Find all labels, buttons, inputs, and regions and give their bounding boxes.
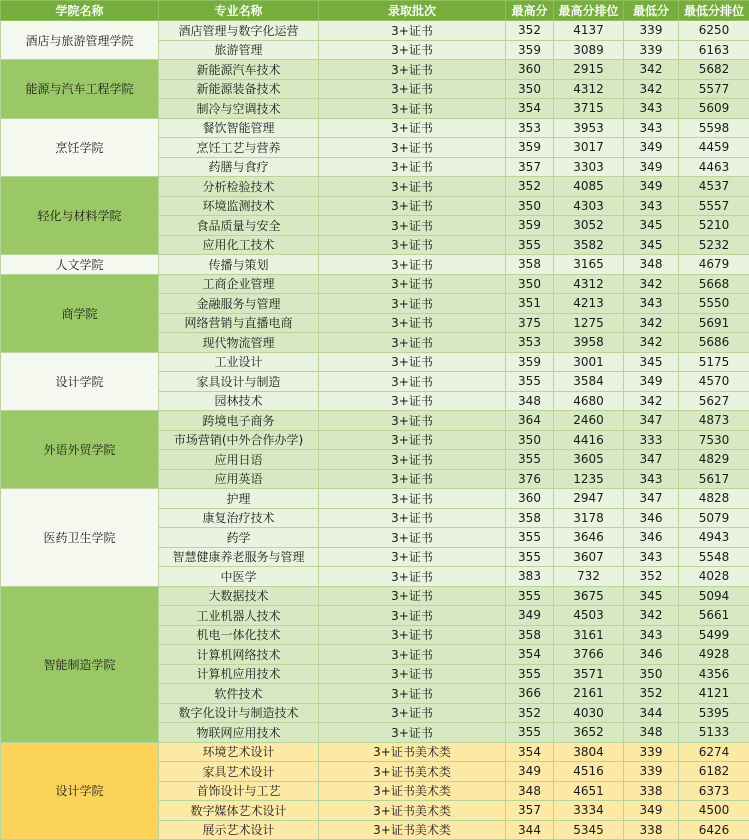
major-cell: 家具设计与制造 bbox=[159, 372, 319, 392]
min-rank-cell: 5094 bbox=[679, 586, 749, 606]
max-score-cell: 350 bbox=[506, 79, 554, 99]
min-score-cell: 347 bbox=[624, 450, 679, 470]
table-row bbox=[1, 352, 749, 372]
college-cell: 医药卫生学院 bbox=[1, 489, 159, 587]
batch-cell: 3+证书 bbox=[319, 606, 506, 626]
max-score-cell: 350 bbox=[506, 430, 554, 450]
batch-cell: 3+证书 bbox=[319, 294, 506, 314]
header-row bbox=[1, 1, 749, 21]
min-rank-cell: 4028 bbox=[679, 567, 749, 587]
min-score-cell: 349 bbox=[624, 372, 679, 392]
max-score-cell: 349 bbox=[506, 762, 554, 782]
table-row bbox=[1, 586, 749, 606]
min-score-cell: 342 bbox=[624, 274, 679, 294]
min-score-cell: 342 bbox=[624, 79, 679, 99]
max-rank-cell: 3001 bbox=[554, 352, 624, 372]
max-score-cell: 359 bbox=[506, 352, 554, 372]
min-rank-cell: 6426 bbox=[679, 820, 749, 840]
batch-cell: 3+证书 bbox=[319, 255, 506, 275]
max-score-cell: 354 bbox=[506, 645, 554, 665]
major-cell: 首饰设计与工艺 bbox=[159, 781, 319, 801]
major-cell: 新能源装备技术 bbox=[159, 79, 319, 99]
max-rank-cell: 4680 bbox=[554, 391, 624, 411]
max-rank-cell: 4030 bbox=[554, 703, 624, 723]
max-rank-cell: 3605 bbox=[554, 450, 624, 470]
min-score-cell: 339 bbox=[624, 21, 679, 41]
max-score-cell: 348 bbox=[506, 781, 554, 801]
min-rank-cell: 7530 bbox=[679, 430, 749, 450]
max-rank-cell: 3766 bbox=[554, 645, 624, 665]
min-rank-cell: 5661 bbox=[679, 606, 749, 626]
major-cell: 护理 bbox=[159, 489, 319, 509]
major-cell: 数字媒体艺术设计 bbox=[159, 801, 319, 821]
max-score-cell: 383 bbox=[506, 567, 554, 587]
min-rank-cell: 5609 bbox=[679, 99, 749, 119]
major-cell: 展示艺术设计 bbox=[159, 820, 319, 840]
major-cell: 计算机网络技术 bbox=[159, 645, 319, 665]
max-rank-cell: 2947 bbox=[554, 489, 624, 509]
major-cell: 网络营销与直播电商 bbox=[159, 313, 319, 333]
min-rank-cell: 4829 bbox=[679, 450, 749, 470]
max-score-cell: 375 bbox=[506, 313, 554, 333]
min-score-cell: 343 bbox=[624, 118, 679, 138]
table-row bbox=[1, 489, 749, 509]
min-rank-cell: 5686 bbox=[679, 333, 749, 353]
table-row bbox=[1, 177, 749, 197]
min-score-cell: 342 bbox=[624, 60, 679, 80]
min-rank-cell: 6250 bbox=[679, 21, 749, 41]
major-cell: 园林技术 bbox=[159, 391, 319, 411]
header-min-score: 最低分 bbox=[624, 1, 679, 21]
major-cell: 工业设计 bbox=[159, 352, 319, 372]
max-score-cell: 353 bbox=[506, 333, 554, 353]
max-rank-cell: 4416 bbox=[554, 430, 624, 450]
min-rank-cell: 6373 bbox=[679, 781, 749, 801]
min-rank-cell: 5395 bbox=[679, 703, 749, 723]
max-score-cell: 355 bbox=[506, 586, 554, 606]
max-score-cell: 359 bbox=[506, 216, 554, 236]
min-score-cell: 343 bbox=[624, 469, 679, 489]
min-rank-cell: 4873 bbox=[679, 411, 749, 431]
header-max-rank: 最高分排位 bbox=[554, 1, 624, 21]
min-rank-cell: 6163 bbox=[679, 40, 749, 60]
major-cell: 传播与策划 bbox=[159, 255, 319, 275]
batch-cell: 3+证书 bbox=[319, 352, 506, 372]
min-rank-cell: 4121 bbox=[679, 684, 749, 704]
max-score-cell: 358 bbox=[506, 508, 554, 528]
max-rank-cell: 2161 bbox=[554, 684, 624, 704]
college-cell: 烹饪学院 bbox=[1, 118, 159, 177]
max-score-cell: 355 bbox=[506, 450, 554, 470]
major-cell: 数字化设计与制造技术 bbox=[159, 703, 319, 723]
min-score-cell: 339 bbox=[624, 40, 679, 60]
min-score-cell: 338 bbox=[624, 781, 679, 801]
max-rank-cell: 3582 bbox=[554, 235, 624, 255]
min-score-cell: 343 bbox=[624, 294, 679, 314]
max-rank-cell: 1235 bbox=[554, 469, 624, 489]
table-row bbox=[1, 411, 749, 431]
max-score-cell: 355 bbox=[506, 723, 554, 743]
max-score-cell: 355 bbox=[506, 547, 554, 567]
major-cell: 烹饪工艺与营养 bbox=[159, 138, 319, 158]
max-rank-cell: 4312 bbox=[554, 274, 624, 294]
max-score-cell: 350 bbox=[506, 274, 554, 294]
max-score-cell: 355 bbox=[506, 664, 554, 684]
max-score-cell: 357 bbox=[506, 157, 554, 177]
min-rank-cell: 5133 bbox=[679, 723, 749, 743]
max-score-cell: 366 bbox=[506, 684, 554, 704]
batch-cell: 3+证书 bbox=[319, 508, 506, 528]
max-score-cell: 348 bbox=[506, 391, 554, 411]
major-cell: 应用英语 bbox=[159, 469, 319, 489]
min-rank-cell: 4459 bbox=[679, 138, 749, 158]
min-score-cell: 345 bbox=[624, 586, 679, 606]
batch-cell: 3+证书 bbox=[319, 157, 506, 177]
min-score-cell: 345 bbox=[624, 216, 679, 236]
max-rank-cell: 3953 bbox=[554, 118, 624, 138]
max-score-cell: 350 bbox=[506, 196, 554, 216]
table-row bbox=[1, 255, 749, 275]
batch-cell: 3+证书 bbox=[319, 372, 506, 392]
min-rank-cell: 5550 bbox=[679, 294, 749, 314]
college-cell: 人文学院 bbox=[1, 255, 159, 275]
batch-cell: 3+证书 bbox=[319, 723, 506, 743]
college-cell: 设计学院 bbox=[1, 742, 159, 840]
min-score-cell: 346 bbox=[624, 645, 679, 665]
major-cell: 应用日语 bbox=[159, 450, 319, 470]
min-rank-cell: 5691 bbox=[679, 313, 749, 333]
max-rank-cell: 2460 bbox=[554, 411, 624, 431]
major-cell: 跨境电子商务 bbox=[159, 411, 319, 431]
batch-cell: 3+证书 bbox=[319, 177, 506, 197]
min-rank-cell: 5175 bbox=[679, 352, 749, 372]
max-rank-cell: 3646 bbox=[554, 528, 624, 548]
max-rank-cell: 732 bbox=[554, 567, 624, 587]
max-rank-cell: 3607 bbox=[554, 547, 624, 567]
min-score-cell: 342 bbox=[624, 391, 679, 411]
min-score-cell: 342 bbox=[624, 333, 679, 353]
max-rank-cell: 5345 bbox=[554, 820, 624, 840]
min-score-cell: 339 bbox=[624, 742, 679, 762]
min-score-cell: 343 bbox=[624, 625, 679, 645]
batch-cell: 3+证书 bbox=[319, 450, 506, 470]
max-rank-cell: 4503 bbox=[554, 606, 624, 626]
batch-cell: 3+证书 bbox=[319, 333, 506, 353]
max-rank-cell: 3303 bbox=[554, 157, 624, 177]
min-score-cell: 333 bbox=[624, 430, 679, 450]
max-score-cell: 344 bbox=[506, 820, 554, 840]
min-score-cell: 349 bbox=[624, 138, 679, 158]
max-rank-cell: 4303 bbox=[554, 196, 624, 216]
min-rank-cell: 5499 bbox=[679, 625, 749, 645]
min-score-cell: 352 bbox=[624, 684, 679, 704]
min-rank-cell: 4828 bbox=[679, 489, 749, 509]
max-score-cell: 358 bbox=[506, 625, 554, 645]
min-rank-cell: 4463 bbox=[679, 157, 749, 177]
min-score-cell: 352 bbox=[624, 567, 679, 587]
batch-cell: 3+证书 bbox=[319, 21, 506, 41]
max-rank-cell: 3334 bbox=[554, 801, 624, 821]
batch-cell: 3+证书 bbox=[319, 528, 506, 548]
major-cell: 环境监测技术 bbox=[159, 196, 319, 216]
min-score-cell: 346 bbox=[624, 508, 679, 528]
min-score-cell: 338 bbox=[624, 820, 679, 840]
major-cell: 餐饮智能管理 bbox=[159, 118, 319, 138]
min-score-cell: 343 bbox=[624, 99, 679, 119]
college-cell: 设计学院 bbox=[1, 352, 159, 411]
major-cell: 康复治疗技术 bbox=[159, 508, 319, 528]
batch-cell: 3+证书 bbox=[319, 489, 506, 509]
min-rank-cell: 5079 bbox=[679, 508, 749, 528]
table-row bbox=[1, 742, 749, 762]
batch-cell: 3+证书 bbox=[319, 625, 506, 645]
min-rank-cell: 5668 bbox=[679, 274, 749, 294]
min-rank-cell: 5557 bbox=[679, 196, 749, 216]
min-rank-cell: 5210 bbox=[679, 216, 749, 236]
min-score-cell: 342 bbox=[624, 606, 679, 626]
header-college: 学院名称 bbox=[1, 1, 159, 21]
min-score-cell: 343 bbox=[624, 547, 679, 567]
major-cell: 环境艺术设计 bbox=[159, 742, 319, 762]
min-rank-cell: 4679 bbox=[679, 255, 749, 275]
max-score-cell: 354 bbox=[506, 99, 554, 119]
min-rank-cell: 5682 bbox=[679, 60, 749, 80]
min-score-cell: 346 bbox=[624, 528, 679, 548]
max-score-cell: 358 bbox=[506, 255, 554, 275]
min-rank-cell: 4356 bbox=[679, 664, 749, 684]
max-rank-cell: 3161 bbox=[554, 625, 624, 645]
batch-cell: 3+证书 bbox=[319, 138, 506, 158]
table-row bbox=[1, 60, 749, 80]
batch-cell: 3+证书 bbox=[319, 235, 506, 255]
min-rank-cell: 4500 bbox=[679, 801, 749, 821]
min-score-cell: 350 bbox=[624, 664, 679, 684]
max-score-cell: 352 bbox=[506, 21, 554, 41]
max-rank-cell: 3017 bbox=[554, 138, 624, 158]
batch-cell: 3+证书 bbox=[319, 411, 506, 431]
batch-cell: 3+证书 bbox=[319, 684, 506, 704]
min-rank-cell: 5617 bbox=[679, 469, 749, 489]
table-body bbox=[1, 21, 749, 840]
min-rank-cell: 4928 bbox=[679, 645, 749, 665]
max-score-cell: 355 bbox=[506, 372, 554, 392]
major-cell: 酒店管理与数字化运营 bbox=[159, 21, 319, 41]
min-score-cell: 349 bbox=[624, 801, 679, 821]
min-score-cell: 345 bbox=[624, 352, 679, 372]
max-score-cell: 353 bbox=[506, 118, 554, 138]
batch-cell: 3+证书 bbox=[319, 118, 506, 138]
college-cell: 轻化与材料学院 bbox=[1, 177, 159, 255]
major-cell: 计算机应用技术 bbox=[159, 664, 319, 684]
min-score-cell: 339 bbox=[624, 762, 679, 782]
max-score-cell: 364 bbox=[506, 411, 554, 431]
max-score-cell: 355 bbox=[506, 235, 554, 255]
batch-cell: 3+证书 bbox=[319, 99, 506, 119]
major-cell: 分析检验技术 bbox=[159, 177, 319, 197]
max-score-cell: 351 bbox=[506, 294, 554, 314]
major-cell: 市场营销(中外合作办学) bbox=[159, 430, 319, 450]
max-rank-cell: 3584 bbox=[554, 372, 624, 392]
major-cell: 工业机器人技术 bbox=[159, 606, 319, 626]
min-rank-cell: 6182 bbox=[679, 762, 749, 782]
major-cell: 应用化工技术 bbox=[159, 235, 319, 255]
min-score-cell: 342 bbox=[624, 313, 679, 333]
major-cell: 工商企业管理 bbox=[159, 274, 319, 294]
college-cell: 商学院 bbox=[1, 274, 159, 352]
max-rank-cell: 3675 bbox=[554, 586, 624, 606]
batch-cell: 3+证书 bbox=[319, 79, 506, 99]
major-cell: 物联网应用技术 bbox=[159, 723, 319, 743]
min-rank-cell: 6274 bbox=[679, 742, 749, 762]
max-score-cell: 355 bbox=[506, 528, 554, 548]
major-cell: 制冷与空调技术 bbox=[159, 99, 319, 119]
max-rank-cell: 3804 bbox=[554, 742, 624, 762]
batch-cell: 3+证书 bbox=[319, 547, 506, 567]
major-cell: 软件技术 bbox=[159, 684, 319, 704]
major-cell: 大数据技术 bbox=[159, 586, 319, 606]
college-cell: 外语外贸学院 bbox=[1, 411, 159, 489]
major-cell: 食品质量与安全 bbox=[159, 216, 319, 236]
min-score-cell: 348 bbox=[624, 255, 679, 275]
batch-cell: 3+证书 bbox=[319, 645, 506, 665]
batch-cell: 3+证书 bbox=[319, 313, 506, 333]
batch-cell: 3+证书 bbox=[319, 703, 506, 723]
min-rank-cell: 4537 bbox=[679, 177, 749, 197]
batch-cell: 3+证书 bbox=[319, 430, 506, 450]
max-rank-cell: 4137 bbox=[554, 21, 624, 41]
min-score-cell: 349 bbox=[624, 177, 679, 197]
min-rank-cell: 5548 bbox=[679, 547, 749, 567]
max-rank-cell: 3178 bbox=[554, 508, 624, 528]
max-rank-cell: 3165 bbox=[554, 255, 624, 275]
min-rank-cell: 5627 bbox=[679, 391, 749, 411]
major-cell: 家具艺术设计 bbox=[159, 762, 319, 782]
min-score-cell: 348 bbox=[624, 723, 679, 743]
max-rank-cell: 1275 bbox=[554, 313, 624, 333]
max-score-cell: 359 bbox=[506, 40, 554, 60]
max-rank-cell: 3052 bbox=[554, 216, 624, 236]
min-score-cell: 343 bbox=[624, 196, 679, 216]
college-cell: 能源与汽车工程学院 bbox=[1, 60, 159, 119]
min-rank-cell: 5232 bbox=[679, 235, 749, 255]
table-row bbox=[1, 118, 749, 138]
max-rank-cell: 3571 bbox=[554, 664, 624, 684]
max-score-cell: 376 bbox=[506, 469, 554, 489]
header-batch: 录取批次 bbox=[319, 1, 506, 21]
min-rank-cell: 4570 bbox=[679, 372, 749, 392]
major-cell: 金融服务与管理 bbox=[159, 294, 319, 314]
min-score-cell: 349 bbox=[624, 157, 679, 177]
max-score-cell: 354 bbox=[506, 742, 554, 762]
max-rank-cell: 2915 bbox=[554, 60, 624, 80]
batch-cell: 3+证书 bbox=[319, 40, 506, 60]
table-row bbox=[1, 274, 749, 294]
major-cell: 药学 bbox=[159, 528, 319, 548]
batch-cell: 3+证书 bbox=[319, 469, 506, 489]
max-score-cell: 357 bbox=[506, 801, 554, 821]
batch-cell: 3+证书 bbox=[319, 60, 506, 80]
batch-cell: 3+证书 bbox=[319, 391, 506, 411]
max-rank-cell: 4651 bbox=[554, 781, 624, 801]
college-cell: 智能制造学院 bbox=[1, 586, 159, 742]
max-score-cell: 359 bbox=[506, 138, 554, 158]
table-row bbox=[1, 21, 749, 41]
max-rank-cell: 3958 bbox=[554, 333, 624, 353]
major-cell: 智慧健康养老服务与管理 bbox=[159, 547, 319, 567]
max-rank-cell: 4312 bbox=[554, 79, 624, 99]
min-score-cell: 347 bbox=[624, 411, 679, 431]
max-rank-cell: 4516 bbox=[554, 762, 624, 782]
max-score-cell: 349 bbox=[506, 606, 554, 626]
max-rank-cell: 3652 bbox=[554, 723, 624, 743]
max-rank-cell: 4213 bbox=[554, 294, 624, 314]
batch-cell: 3+证书美术类 bbox=[319, 781, 506, 801]
max-score-cell: 352 bbox=[506, 703, 554, 723]
major-cell: 药膳与食疗 bbox=[159, 157, 319, 177]
batch-cell: 3+证书美术类 bbox=[319, 742, 506, 762]
min-rank-cell: 5577 bbox=[679, 79, 749, 99]
college-cell: 酒店与旅游管理学院 bbox=[1, 21, 159, 60]
min-rank-cell: 5598 bbox=[679, 118, 749, 138]
min-rank-cell: 4943 bbox=[679, 528, 749, 548]
batch-cell: 3+证书 bbox=[319, 664, 506, 684]
batch-cell: 3+证书美术类 bbox=[319, 762, 506, 782]
header-min-rank: 最低分排位 bbox=[679, 1, 749, 21]
major-cell: 现代物流管理 bbox=[159, 333, 319, 353]
min-score-cell: 345 bbox=[624, 235, 679, 255]
major-cell: 新能源汽车技术 bbox=[159, 60, 319, 80]
max-rank-cell: 3089 bbox=[554, 40, 624, 60]
max-rank-cell: 3715 bbox=[554, 99, 624, 119]
batch-cell: 3+证书 bbox=[319, 196, 506, 216]
min-score-cell: 344 bbox=[624, 703, 679, 723]
batch-cell: 3+证书 bbox=[319, 274, 506, 294]
max-score-cell: 352 bbox=[506, 177, 554, 197]
max-score-cell: 360 bbox=[506, 60, 554, 80]
batch-cell: 3+证书美术类 bbox=[319, 820, 506, 840]
major-cell: 机电一体化技术 bbox=[159, 625, 319, 645]
batch-cell: 3+证书 bbox=[319, 216, 506, 236]
min-score-cell: 347 bbox=[624, 489, 679, 509]
major-cell: 旅游管理 bbox=[159, 40, 319, 60]
header-major: 专业名称 bbox=[159, 1, 319, 21]
major-cell: 中医学 bbox=[159, 567, 319, 587]
batch-cell: 3+证书美术类 bbox=[319, 801, 506, 821]
header-max-score: 最高分 bbox=[506, 1, 554, 21]
batch-cell: 3+证书 bbox=[319, 567, 506, 587]
batch-cell: 3+证书 bbox=[319, 586, 506, 606]
max-rank-cell: 4085 bbox=[554, 177, 624, 197]
max-score-cell: 360 bbox=[506, 489, 554, 509]
